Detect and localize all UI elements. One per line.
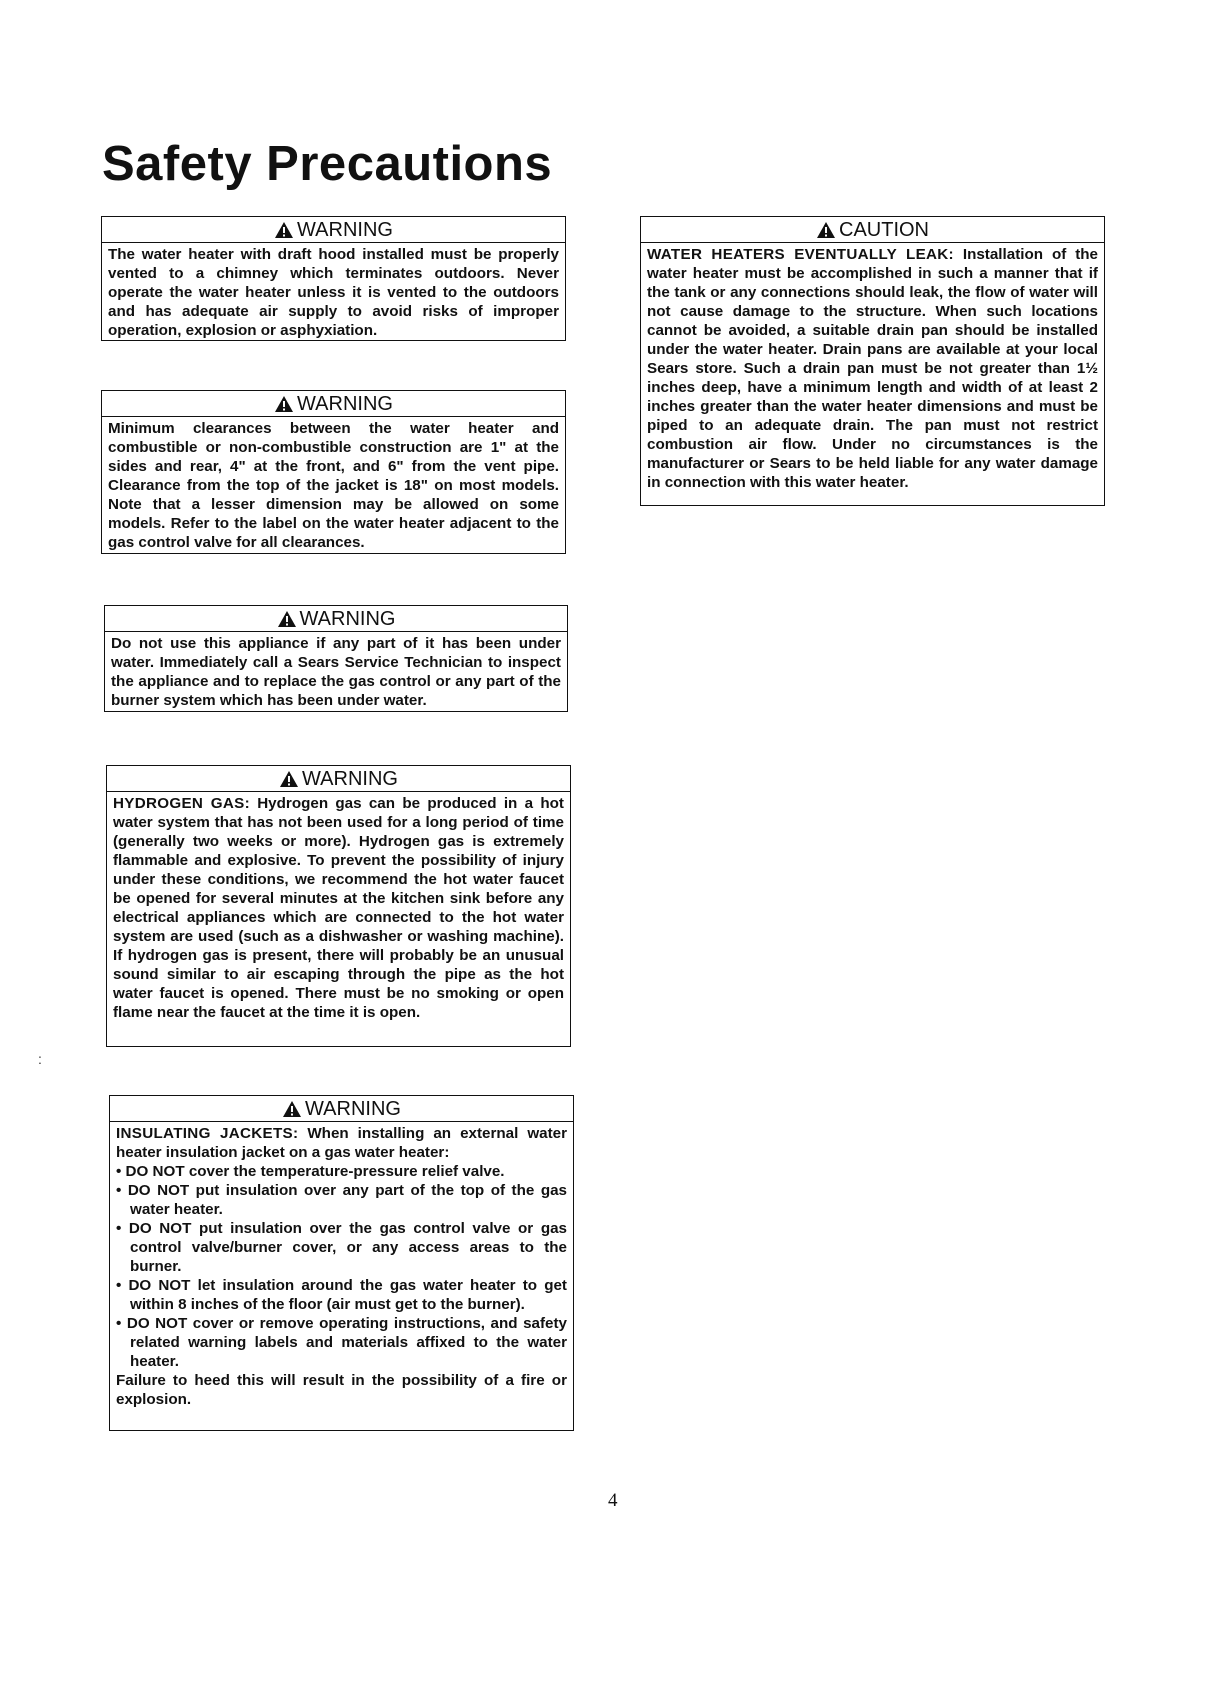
warning-lead: HYDROGEN GAS: — [113, 795, 250, 812]
warning-box-insulating-jackets — [109, 1095, 574, 1431]
warning-triangle-icon — [279, 770, 299, 788]
warning-intro — [116, 1124, 567, 1162]
warning-header-label: WARNING — [302, 768, 398, 790]
warning-intro-text: When installing an external water heater insulation jacket on a gas water heater: — [116, 1125, 567, 1161]
list-item: • DO NOT put insulation over the gas control valve or gas control valve/burner cover, or any access areas to the burner. — [116, 1220, 567, 1275]
page-number: 4 — [608, 1490, 618, 1511]
warning-text — [113, 794, 564, 1022]
stray-mark: : — [38, 1051, 42, 1067]
warning-triangle-icon — [274, 395, 294, 413]
warning-header-label: WARNING — [305, 1098, 401, 1120]
warning-box-venting — [101, 216, 566, 341]
caution-text — [647, 245, 1098, 492]
warning-header — [102, 218, 565, 243]
caution-header — [641, 218, 1104, 243]
warning-box-clearances — [101, 390, 566, 554]
warning-header — [110, 1097, 573, 1122]
warning-header-label: WARNING — [297, 393, 393, 415]
page-title: Safety Precautions — [102, 137, 553, 191]
warning-text: Do not use this appliance if any part of it has been under water. Immediately call a Sears Service Technician to inspect the appliance and to replace the gas control or any part of the burner system which has been under water. — [111, 635, 561, 709]
warning-triangle-icon — [282, 1100, 302, 1118]
warning-header-label: WARNING — [297, 219, 393, 241]
warning-text: The water heater with draft hood installed must be properly vented to a chimney which terminates outdoors. Never operate the water heater unless it is vented to the outdoors and has adequate air supply to avoid risks of improper operation, explosion or asphyxiation. — [108, 246, 559, 339]
caution-box-leak — [640, 216, 1105, 506]
warning-header — [105, 607, 567, 632]
warning-text: Minimum clearances between the water heater and combustible or non-combustible construction are 1" at the sides and rear, 4" at the front, and 6" from the vent pipe. Clearance from the top of the jacket is 18" on most models. Note that a lesser dimension may be allowed on some models. Refer to the label on the water heater adjacent to the gas control valve for all clearances. — [108, 420, 559, 551]
warning-triangle-icon — [277, 610, 297, 628]
warning-footer: Failure to heed this will result in the possibility of a fire or explosion. — [116, 1372, 567, 1408]
caution-header-label: CAUTION — [839, 219, 929, 241]
warning-header-label: WARNING — [299, 608, 396, 630]
list-item: • DO NOT cover the temperature-pressure relief valve. — [116, 1163, 505, 1180]
caution-body: Installation of the water heater must be accomplished in such a manner that if the tank or any connections should leak, the flow of water will not cause damage to the structure. When such locations cannot be avoided, a suitable drain pan should be installed under the water heater. Drain pans are available at your local Sears store. Such a drain pan must be not greater than 1½ inches deep, have a minimum length and width of at least 2 inches greater than the water heater dimensions and must be piped to an adequate drain. The pan must not restrict combustion air flow. Under no circumstances is the manufacturer or Sears to be held liable for any water damage in connection with this water heater. — [647, 246, 1098, 491]
list-item: • DO NOT let insulation around the gas water heater to get within 8 inches of the floor (air must get to the burner). — [116, 1277, 567, 1313]
warning-header — [102, 392, 565, 417]
warning-lead: INSULATING JACKETS: — [116, 1125, 299, 1142]
list-item: • DO NOT put insulation over any part of the top of the gas water heater. — [116, 1182, 567, 1218]
warning-box-flood — [104, 605, 568, 712]
warning-header — [107, 767, 570, 792]
warning-list — [116, 1162, 567, 1371]
list-item: • DO NOT cover or remove operating instructions, and safety related warning labels and materials affixed to the water heater. — [116, 1315, 567, 1370]
warning-body: Hydrogen gas can be produced in a hot water system that has not been used for a long period of time (generally two weeks or more). Hydrogen gas is extremely flammable and explosive. To prevent the possibility of injury under these conditions, we recommend the hot water faucet be opened for several minutes at the kitchen sink before any electrical appliances which are connected to the hot water system are used (such as a dishwasher or washing machine). If hydrogen gas is present, there will probably be an unusual sound similar to air escaping through the pipe as the hot water faucet is opened. There must be no smoking or open flame near the faucet at the time it is open. — [113, 795, 564, 1021]
warning-triangle-icon — [816, 221, 836, 239]
warning-box-hydrogen — [106, 765, 571, 1047]
caution-lead: WATER HEATERS EVENTUALLY LEAK: — [647, 246, 954, 263]
warning-triangle-icon — [274, 221, 294, 239]
